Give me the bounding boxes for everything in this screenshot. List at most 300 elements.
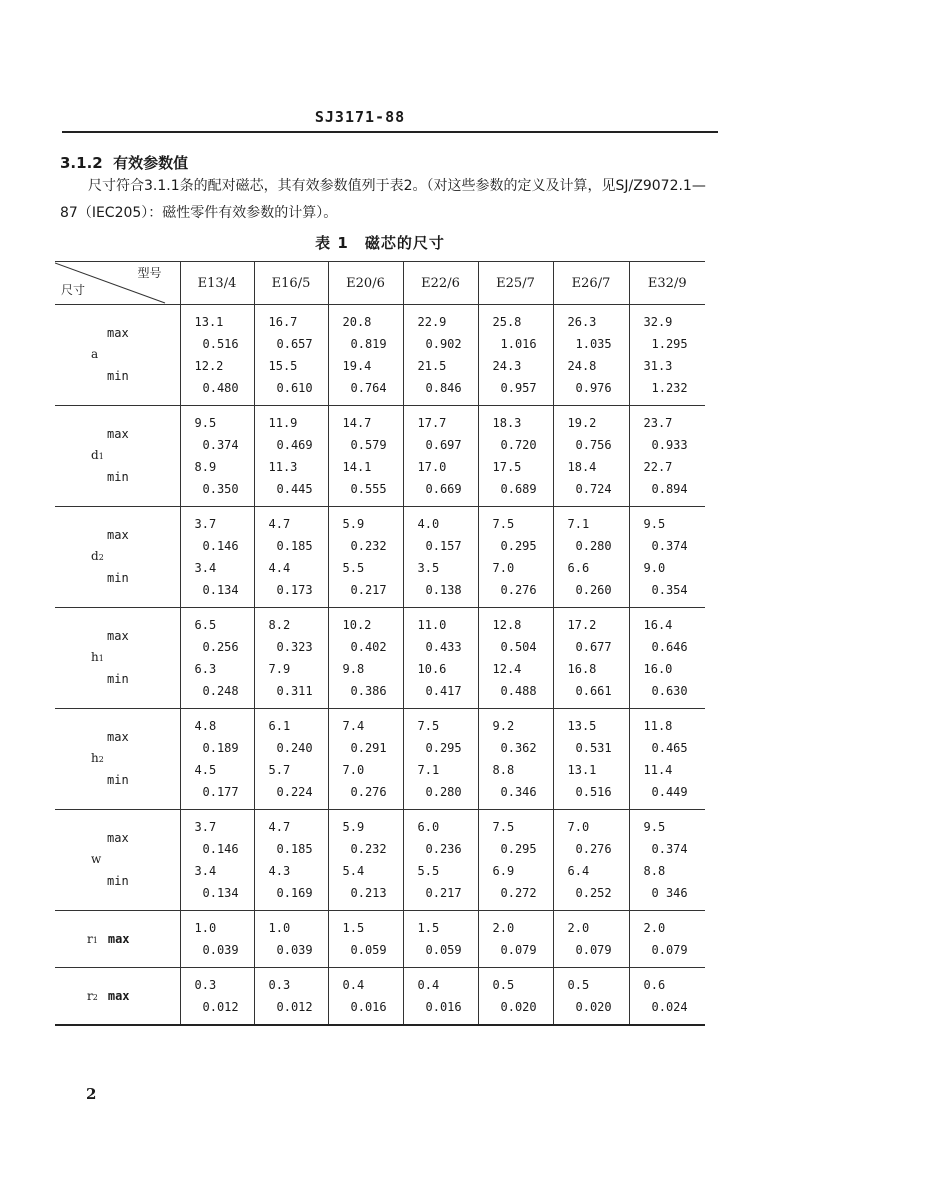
value-inch: 0.374	[651, 842, 688, 856]
value-mm: 7.0	[567, 820, 590, 834]
dimension-symbol	[91, 751, 104, 765]
value-inch: 0.630	[651, 684, 688, 698]
value-inch: 0.134	[202, 583, 239, 597]
value-cell	[328, 507, 403, 608]
value-inch: 0.504	[500, 640, 537, 654]
value-inch: 0.272	[500, 886, 537, 900]
value-mm: 14.7	[342, 416, 372, 430]
symbol-subscript: 2	[92, 993, 98, 1002]
value-inch: 0.059	[350, 943, 387, 957]
value-mm: 18.4	[567, 460, 597, 474]
value-mm: 5.4	[342, 864, 365, 878]
value-cell	[478, 406, 553, 507]
value-inch: 0.039	[276, 943, 313, 957]
max-label: max	[107, 932, 130, 946]
value-mm: 8.2	[268, 618, 291, 632]
value-mm: 32.9	[643, 315, 673, 329]
value-mm: 1.5	[417, 921, 440, 935]
value-cell	[478, 507, 553, 608]
value-inch: 0.217	[350, 583, 387, 597]
value-mm: 7.9	[268, 662, 291, 676]
value-mm: 24.3	[492, 359, 522, 373]
value-mm: 9.2	[492, 719, 515, 733]
column-header: E20/6	[328, 262, 403, 305]
value-mm: 17.2	[567, 618, 597, 632]
column-header: E26/7	[553, 262, 629, 305]
value-inch: 0.276	[575, 842, 612, 856]
symbol-letter: r	[87, 932, 93, 946]
value-inch: 0.016	[425, 1000, 462, 1014]
symbol-subscript: 1	[92, 936, 98, 945]
value-cell	[553, 406, 629, 507]
value-inch: 0.059	[425, 943, 462, 957]
value-mm: 31.3	[643, 359, 673, 373]
dimension-label-cell	[55, 608, 180, 709]
value-inch: 0.224	[276, 785, 313, 799]
value-inch: 0.488	[500, 684, 537, 698]
value-inch: 0.024	[651, 1000, 688, 1014]
value-mm: 11.4	[643, 763, 673, 777]
value-mm: 13.1	[567, 763, 597, 777]
table-row	[55, 305, 705, 406]
value-inch: 0.346	[500, 785, 537, 799]
value-inch: 0.276	[500, 583, 537, 597]
value-mm: 6.4	[567, 864, 590, 878]
value-mm: 7.1	[417, 763, 440, 777]
value-cell	[478, 608, 553, 709]
value-inch: 0.079	[651, 943, 688, 957]
value-inch: 0.276	[350, 785, 387, 799]
value-mm: 6.0	[417, 820, 440, 834]
value-cell	[254, 507, 328, 608]
section-heading	[60, 152, 188, 173]
value-inch: 0.134	[202, 886, 239, 900]
dimension-label-cell	[55, 507, 180, 608]
value-mm: 13.1	[194, 315, 224, 329]
value-inch: 0.138	[425, 583, 462, 597]
value-inch: 0.579	[350, 438, 387, 452]
value-mm: 16.4	[643, 618, 673, 632]
dimension-label-cell	[55, 305, 180, 406]
value-mm: 0.4	[417, 978, 440, 992]
page-number: 2	[86, 1085, 97, 1103]
value-cell	[180, 911, 254, 968]
value-cell	[629, 406, 705, 507]
symbol-subscript: 2	[98, 755, 104, 764]
value-mm: 3.7	[194, 517, 217, 531]
value-cell	[478, 709, 553, 810]
corner-dimension-label: 尺寸	[61, 283, 86, 297]
value-inch: 0.185	[276, 539, 313, 553]
symbol-subscript: 1	[98, 452, 104, 461]
value-mm: 3.4	[194, 561, 217, 575]
value-cell	[254, 911, 328, 968]
value-mm: 5.5	[417, 864, 440, 878]
value-inch: 0.291	[350, 741, 387, 755]
value-cell	[328, 406, 403, 507]
value-mm: 20.8	[342, 315, 372, 329]
value-inch: 0.657	[276, 337, 313, 351]
dimension-label-cell	[55, 406, 180, 507]
header-rule	[62, 131, 718, 133]
value-inch: 0.819	[350, 337, 387, 351]
symbol-letter: d	[91, 549, 99, 563]
value-mm: 6.5	[194, 618, 217, 632]
value-cell	[254, 968, 328, 1026]
max-label: max	[107, 989, 130, 1003]
value-cell	[328, 709, 403, 810]
single-label	[87, 989, 130, 1003]
value-inch: 0.217	[425, 886, 462, 900]
symbol-letter: w	[91, 852, 102, 866]
value-mm: 4.7	[268, 517, 291, 531]
value-mm: 1.5	[342, 921, 365, 935]
value-inch: 0.354	[651, 583, 688, 597]
value-cell	[180, 810, 254, 911]
value-cell	[629, 305, 705, 406]
value-cell	[328, 810, 403, 911]
max-label: max	[107, 427, 129, 441]
value-inch: 0.079	[500, 943, 537, 957]
value-cell	[629, 507, 705, 608]
value-cell	[629, 608, 705, 709]
value-inch: 0.417	[425, 684, 462, 698]
value-mm: 14.1	[342, 460, 372, 474]
value-cell	[403, 608, 478, 709]
value-mm: 3.7	[194, 820, 217, 834]
value-cell	[403, 810, 478, 911]
value-mm: 11.3	[268, 460, 298, 474]
value-inch: 0.280	[575, 539, 612, 553]
value-mm: 6.9	[492, 864, 515, 878]
value-inch: 0.012	[276, 1000, 313, 1014]
value-mm: 2.0	[643, 921, 666, 935]
table-row	[55, 608, 705, 709]
dimension-symbol	[91, 347, 98, 361]
value-mm: 2.0	[567, 921, 590, 935]
value-cell	[553, 507, 629, 608]
value-inch: 0.465	[651, 741, 688, 755]
value-inch: 0.724	[575, 482, 612, 496]
dimension-symbol	[91, 650, 104, 664]
table-row	[55, 507, 705, 608]
value-inch: 0.280	[425, 785, 462, 799]
min-label: min	[107, 773, 129, 787]
value-mm: 0.4	[342, 978, 365, 992]
value-mm: 6.1	[268, 719, 291, 733]
value-inch: 0.256	[202, 640, 239, 654]
value-inch: 0.902	[425, 337, 462, 351]
column-header: E32/9	[629, 262, 705, 305]
dimension-symbol	[87, 932, 98, 946]
value-cell	[254, 608, 328, 709]
max-label: max	[107, 528, 129, 542]
value-inch: 0.295	[500, 539, 537, 553]
value-mm: 9.5	[643, 517, 666, 531]
max-label: max	[107, 326, 129, 340]
table-header-row	[55, 262, 705, 305]
value-cell	[553, 305, 629, 406]
value-mm: 4.0	[417, 517, 440, 531]
symbol-letter: r	[87, 989, 93, 1003]
value-cell	[629, 968, 705, 1026]
value-cell	[403, 709, 478, 810]
value-inch: 0.469	[276, 438, 313, 452]
value-mm: 5.5	[342, 561, 365, 575]
value-cell	[254, 305, 328, 406]
value-inch: 0.480	[202, 381, 239, 395]
value-inch: 0.248	[202, 684, 239, 698]
value-inch: 0.846	[425, 381, 462, 395]
value-cell	[553, 810, 629, 911]
column-header: E25/7	[478, 262, 553, 305]
value-cell	[553, 968, 629, 1026]
value-inch: 0.516	[575, 785, 612, 799]
value-inch: 0.531	[575, 741, 612, 755]
value-mm: 5.9	[342, 820, 365, 834]
value-cell	[403, 507, 478, 608]
value-inch: 0.894	[651, 482, 688, 496]
value-inch: 0.555	[350, 482, 387, 496]
value-inch: 0.189	[202, 741, 239, 755]
value-inch: 1.232	[651, 381, 688, 395]
value-inch: 0.669	[425, 482, 462, 496]
value-mm: 4.8	[194, 719, 217, 733]
value-inch: 0.213	[350, 886, 387, 900]
value-inch: 0.295	[500, 842, 537, 856]
value-inch: 0.433	[425, 640, 462, 654]
value-inch: 0.039	[202, 943, 239, 957]
dimension-label-cell	[55, 968, 180, 1026]
value-cell	[254, 709, 328, 810]
value-mm: 8.9	[194, 460, 217, 474]
dimension-symbol	[87, 989, 98, 1003]
value-inch: 0.177	[202, 785, 239, 799]
value-cell	[403, 406, 478, 507]
value-mm: 7.1	[567, 517, 590, 531]
value-mm: 10.2	[342, 618, 372, 632]
value-inch: 0.610	[276, 381, 313, 395]
value-inch: 0.350	[202, 482, 239, 496]
value-cell	[403, 968, 478, 1026]
value-mm: 1.0	[268, 921, 291, 935]
value-mm: 26.3	[567, 315, 597, 329]
value-mm: 2.0	[492, 921, 515, 935]
value-mm: 6.3	[194, 662, 217, 676]
value-cell	[553, 709, 629, 810]
value-mm: 12.8	[492, 618, 522, 632]
value-cell	[553, 608, 629, 709]
value-cell	[478, 305, 553, 406]
table-row	[55, 968, 705, 1026]
value-mm: 16.0	[643, 662, 673, 676]
value-inch: 0.402	[350, 640, 387, 654]
value-cell	[478, 968, 553, 1026]
value-inch: 0.146	[202, 539, 239, 553]
value-mm: 8.8	[492, 763, 515, 777]
dimensions-table	[55, 261, 705, 1026]
value-cell	[328, 305, 403, 406]
value-inch: 0.295	[425, 741, 462, 755]
value-mm: 16.7	[268, 315, 298, 329]
value-mm: 4.5	[194, 763, 217, 777]
value-inch: 0.374	[202, 438, 239, 452]
value-mm: 12.4	[492, 662, 522, 676]
value-cell	[328, 608, 403, 709]
value-mm: 0.3	[268, 978, 291, 992]
value-cell	[629, 709, 705, 810]
value-inch: 0.933	[651, 438, 688, 452]
value-mm: 25.8	[492, 315, 522, 329]
value-mm: 22.9	[417, 315, 447, 329]
value-cell	[254, 406, 328, 507]
value-mm: 3.5	[417, 561, 440, 575]
value-inch: 0.516	[202, 337, 239, 351]
value-mm: 17.0	[417, 460, 447, 474]
value-mm: 5.9	[342, 517, 365, 531]
value-mm: 22.7	[643, 460, 673, 474]
value-mm: 17.7	[417, 416, 447, 430]
max-label: max	[107, 629, 129, 643]
value-inch: 0.079	[575, 943, 612, 957]
value-inch: 0.764	[350, 381, 387, 395]
value-mm: 23.7	[643, 416, 673, 430]
symbol-subscript: 2	[98, 553, 104, 562]
min-label: min	[107, 874, 129, 888]
value-mm: 7.0	[342, 763, 365, 777]
section-number: 3.1.2	[60, 154, 103, 172]
value-cell	[478, 911, 553, 968]
value-mm: 11.8	[643, 719, 673, 733]
value-inch: 0.445	[276, 482, 313, 496]
value-mm: 7.0	[492, 561, 515, 575]
min-label: min	[107, 470, 129, 484]
symbol-letter: h	[91, 650, 99, 664]
dimension-symbol	[91, 549, 104, 563]
symbol-subscript: 1	[98, 654, 104, 663]
column-header: E13/4	[180, 262, 254, 305]
value-mm: 10.6	[417, 662, 447, 676]
dimension-label-cell	[55, 810, 180, 911]
value-inch: 0.146	[202, 842, 239, 856]
value-inch: 0.157	[425, 539, 462, 553]
value-inch: 0.232	[350, 539, 387, 553]
value-cell	[180, 709, 254, 810]
value-mm: 0.3	[194, 978, 217, 992]
max-label: max	[107, 831, 129, 845]
min-label: min	[107, 571, 129, 585]
value-cell	[403, 911, 478, 968]
value-inch: 0.689	[500, 482, 537, 496]
value-inch: 0.012	[202, 1000, 239, 1014]
table-corner-cell	[55, 262, 180, 305]
section-title: 有效参数值	[113, 154, 189, 172]
value-inch: 0.252	[575, 886, 612, 900]
value-mm: 9.0	[643, 561, 666, 575]
table-row	[55, 810, 705, 911]
value-cell	[180, 968, 254, 1026]
value-mm: 19.2	[567, 416, 597, 430]
value-mm: 3.4	[194, 864, 217, 878]
value-cell	[180, 507, 254, 608]
symbol-letter: h	[91, 751, 99, 765]
value-mm: 13.5	[567, 719, 597, 733]
value-cell	[328, 968, 403, 1026]
min-label: min	[107, 672, 129, 686]
value-mm: 7.5	[492, 820, 515, 834]
value-inch: 0.016	[350, 1000, 387, 1014]
value-inch: 1.035	[575, 337, 612, 351]
value-mm: 4.7	[268, 820, 291, 834]
column-header: E22/6	[403, 262, 478, 305]
table-title: 表 1 磁芯的尺寸	[315, 234, 445, 252]
value-mm: 19.4	[342, 359, 372, 373]
symbol-letter: a	[91, 347, 99, 361]
value-inch: 0.386	[350, 684, 387, 698]
value-cell	[403, 305, 478, 406]
value-cell	[180, 406, 254, 507]
value-inch: 0.756	[575, 438, 612, 452]
value-mm: 24.8	[567, 359, 597, 373]
value-mm: 5.7	[268, 763, 291, 777]
value-inch: 0.449	[651, 785, 688, 799]
value-cell	[180, 305, 254, 406]
section-paragraph: 尺寸符合3.1.1条的配对磁芯，其有效参数值列于表2。（对这些参数的定义及计算，见SJ/Z9072.1—87（IEC205）：磁性零件有效参数的计算）。	[60, 178, 706, 221]
value-inch: 1.295	[651, 337, 688, 351]
value-inch: 0.697	[425, 438, 462, 452]
value-mm: 17.5	[492, 460, 522, 474]
value-inch: 0.976	[575, 381, 612, 395]
value-mm: 0.5	[567, 978, 590, 992]
value-cell	[328, 911, 403, 968]
value-inch: 0.173	[276, 583, 313, 597]
value-cell	[254, 810, 328, 911]
value-inch: 0.720	[500, 438, 537, 452]
value-mm: 4.3	[268, 864, 291, 878]
value-mm: 1.0	[194, 921, 217, 935]
value-mm: 6.6	[567, 561, 590, 575]
table-row	[55, 406, 705, 507]
value-inch: 0.362	[500, 741, 537, 755]
dimension-label-cell	[55, 709, 180, 810]
single-label	[87, 932, 130, 946]
value-inch: 0.260	[575, 583, 612, 597]
value-inch: 0.169	[276, 886, 313, 900]
value-mm: 15.5	[268, 359, 298, 373]
value-inch: 0.236	[425, 842, 462, 856]
symbol-letter: d	[91, 448, 99, 462]
value-inch: 0.020	[500, 1000, 537, 1014]
dimension-symbol	[91, 448, 104, 462]
dimension-symbol	[91, 852, 101, 866]
column-header: E16/5	[254, 262, 328, 305]
value-inch: 0.185	[276, 842, 313, 856]
value-inch: 0.374	[651, 539, 688, 553]
value-mm: 11.0	[417, 618, 447, 632]
value-mm: 4.4	[268, 561, 291, 575]
value-inch: 0.661	[575, 684, 612, 698]
min-label: min	[107, 369, 129, 383]
value-inch: 0.646	[651, 640, 688, 654]
value-mm: 9.5	[643, 820, 666, 834]
value-inch: 0.232	[350, 842, 387, 856]
table-row	[55, 911, 705, 968]
value-mm: 0.6	[643, 978, 666, 992]
value-inch: 0 346	[651, 886, 688, 900]
value-inch: 0.311	[276, 684, 313, 698]
value-cell	[478, 810, 553, 911]
value-mm: 7.5	[417, 719, 440, 733]
